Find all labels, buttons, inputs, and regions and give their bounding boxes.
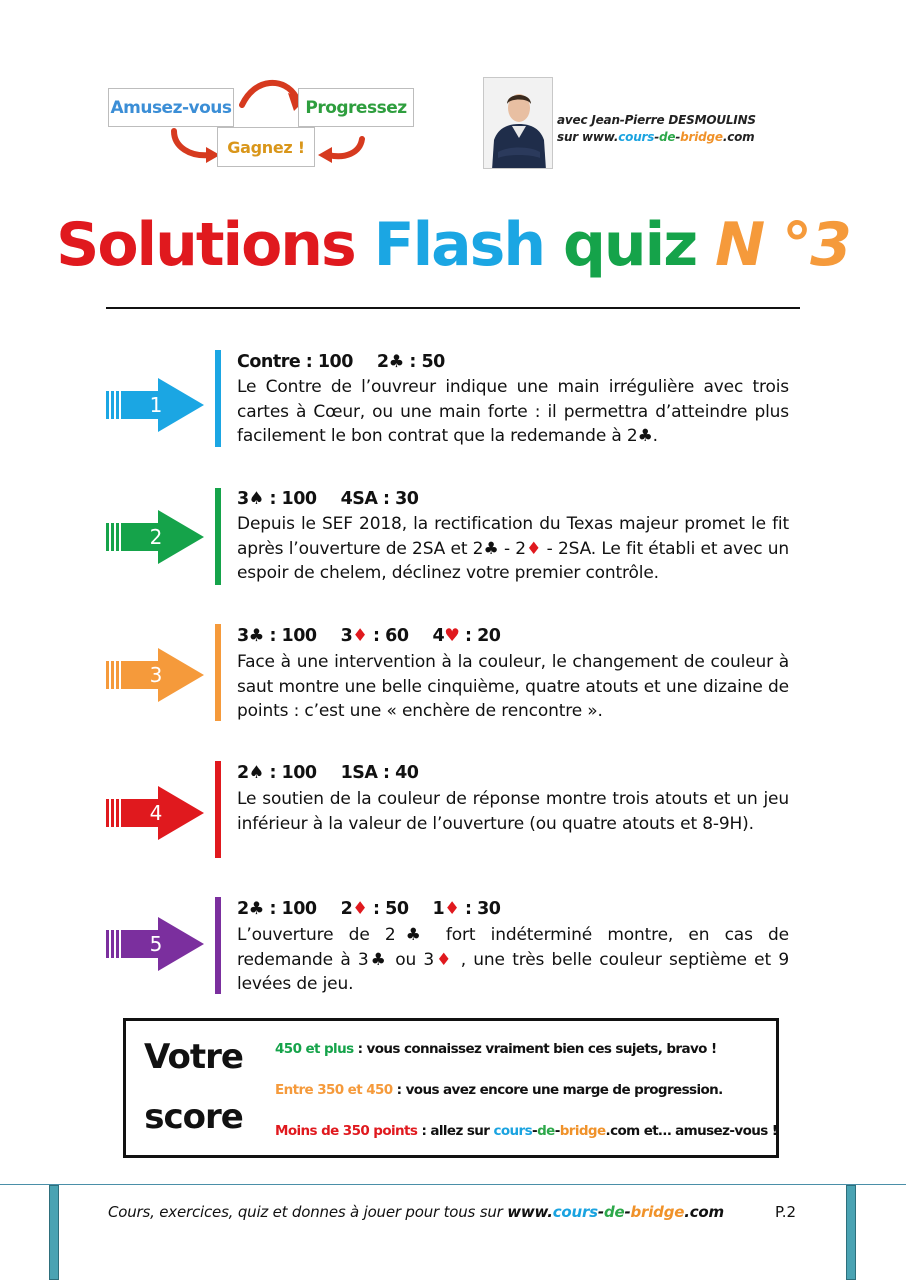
- score-title-votre: Votre: [144, 1037, 243, 1077]
- footer-site-prefix: www.: [507, 1203, 553, 1221]
- footer-description: Cours, exercices, quiz et donnes à jouer pour tous sur: [108, 1203, 508, 1221]
- logo-gagnez-text: Gagnez !: [227, 137, 305, 157]
- answer-bar: [215, 488, 221, 585]
- diamond-suit-icon: ♦: [444, 899, 460, 919]
- answer-point-1: 3♣ : 100: [237, 626, 317, 646]
- answer-point-3: [433, 899, 501, 919]
- footer-text: [108, 1203, 724, 1221]
- answer-explanation: [237, 650, 789, 724]
- score-label-high: 450 et plus: [275, 1041, 354, 1057]
- answer-text: , une très belle couleur septième et 9 levées de jeu.: [237, 949, 790, 994]
- author-site-suffix: .com: [722, 130, 755, 144]
- bid-points: : 60: [367, 626, 409, 646]
- answer-number: 1: [149, 393, 163, 417]
- author-site-bridge: bridge: [680, 130, 723, 144]
- diamond-suit-icon: ♦: [352, 899, 368, 919]
- score-text-low: : allez sur: [417, 1123, 494, 1139]
- author-portrait-icon: [484, 78, 553, 169]
- answer-point-1: 2♠ : 100: [237, 763, 317, 783]
- arrow-badge-3: [106, 648, 206, 702]
- footer-post-right: [846, 1185, 856, 1280]
- answer-explanation: [237, 787, 789, 836]
- footer-divider: [0, 1184, 906, 1185]
- answer-number: 4: [149, 801, 163, 825]
- logo-amusez: [108, 88, 234, 127]
- diamond-suit-icon: ♦: [525, 538, 542, 559]
- author-site-dash: -: [654, 130, 659, 144]
- score-text-end: .com et… amusez-vous !: [605, 1123, 778, 1139]
- score-line-low: [275, 1123, 777, 1139]
- answer-point-2: [341, 626, 409, 646]
- answer-explanation: [237, 923, 789, 997]
- answer-text: Le Contre de l’ouvreur indique une main irrégulière avec trois cartes à Cœur, ou une main forte : il permettra d’atteindre plus facilement le bon contrat que la redemande à 2♣.: [237, 377, 789, 446]
- score-title-score: score: [144, 1097, 243, 1137]
- score-site-de[interactable]: de: [537, 1123, 555, 1139]
- answer-bar: [215, 761, 221, 858]
- footer-site-suffix: .com: [684, 1203, 724, 1221]
- diamond-suit-icon: ♦: [434, 949, 454, 970]
- score-site-dash: -: [532, 1123, 538, 1139]
- logo-gagnez: [217, 127, 315, 167]
- bid-level: 2: [340, 899, 353, 919]
- author-site-cours: cours: [618, 130, 655, 144]
- score-label-low: Moins de 350 points: [275, 1123, 418, 1139]
- answer-text: Face à une intervention à la couleur, le changement de couleur à saut montre une belle cinquième, quatre atouts et une dizaine de points : c’est une « enchère de rencontre ».: [237, 652, 789, 721]
- score-box: [123, 1018, 779, 1158]
- author-site[interactable]: [557, 130, 754, 144]
- answer-points: [237, 763, 418, 783]
- bid-level: 3: [340, 626, 353, 646]
- title-solutions: Solutions: [56, 210, 355, 280]
- author-site-dash: -: [675, 130, 681, 144]
- answer-point-1: 2♣ : 100: [237, 899, 317, 919]
- footer-post-left: [49, 1185, 59, 1280]
- score-text-mid: : vous avez encore une marge de progression.: [392, 1082, 723, 1098]
- author-name: [557, 113, 756, 127]
- answer-point-1: 3♠ : 100: [237, 489, 317, 509]
- answer-number: 2: [149, 525, 163, 549]
- answer-bar: [215, 897, 221, 994]
- author-photo: [483, 77, 553, 169]
- answer-points: [237, 626, 500, 646]
- answer-number: 5: [149, 932, 163, 956]
- answer-number: 3: [149, 663, 163, 687]
- footer-site-cours: cours: [552, 1203, 598, 1221]
- page-title: [0, 210, 906, 280]
- bid-points: : 20: [459, 626, 501, 646]
- answer-point-3: [433, 626, 501, 646]
- answer-points: [237, 489, 418, 509]
- title-flash: Flash: [373, 210, 545, 280]
- answer-text: Depuis le SEF 2018, la rectification du Texas majeur promet le fit après l’ouverture de 2SA et 2♣ - 2: [237, 514, 789, 559]
- footer-site-link[interactable]: [507, 1203, 724, 1221]
- answer-text: - 2SA. Le fit établi et avec un espoir de chelem, déclinez votre premier contrôle.: [237, 538, 789, 583]
- bid-level: 4: [432, 626, 445, 646]
- answer-point-1: Contre : 100: [237, 352, 353, 372]
- title-number: N °3: [715, 210, 850, 280]
- score-text-high: : vous connaissez vraiment bien ces sujets, bravo !: [353, 1041, 717, 1057]
- answer-bar: [215, 624, 221, 721]
- answer-point-2: [341, 899, 409, 919]
- author-name-text: avec Jean-Pierre DESMOULINS: [557, 113, 756, 127]
- bid-points: : 50: [367, 899, 409, 919]
- score-site-cours[interactable]: cours: [493, 1123, 533, 1139]
- arrow-badge-1: [106, 378, 206, 432]
- footer-site-de: de: [603, 1203, 625, 1221]
- answer-bar: [215, 350, 221, 447]
- score-line-mid: [275, 1082, 723, 1098]
- score-label-mid: Entre 350 et 450: [275, 1082, 393, 1098]
- answer-text: Le soutien de la couleur de réponse montre trois atouts et un jeu inférieur à la valeur de l’ouverture (ou quatre atouts et 8-9H).: [237, 789, 789, 834]
- title-divider: [106, 307, 800, 309]
- answer-explanation: [237, 375, 789, 449]
- arrow-badge-2: [106, 510, 206, 564]
- answer-points: [237, 899, 500, 919]
- page-number: P.2: [775, 1203, 797, 1221]
- bid-points: : 30: [459, 899, 501, 919]
- footer-site-bridge: bridge: [630, 1203, 685, 1221]
- author-site-de: de: [658, 130, 676, 144]
- answer-point-2: 2♣ : 50: [376, 352, 445, 372]
- arrow-badge-5: [106, 917, 206, 971]
- heart-suit-icon: ♥: [444, 626, 460, 646]
- bid-level: 1: [432, 899, 445, 919]
- logo-progressez-text: Progressez: [305, 97, 407, 118]
- diamond-suit-icon: ♦: [352, 626, 368, 646]
- answer-explanation: [237, 512, 789, 586]
- author-site-prefix: sur www.: [557, 130, 619, 144]
- logo-progressez: [298, 88, 414, 127]
- logo-amusez-text: Amusez-vous: [110, 97, 232, 118]
- answer-text: L’ouverture de 2♣ fort indéterminé montre, en cas de redemande à 3♣ ou 3: [237, 925, 789, 970]
- footer-site-dash: -: [597, 1203, 604, 1221]
- score-line-high: [275, 1041, 717, 1057]
- title-quiz: quiz: [562, 210, 697, 280]
- score-site-bridge[interactable]: bridge: [559, 1123, 606, 1139]
- score-site-dash: -: [554, 1123, 560, 1139]
- answer-point-2: 1SA : 40: [340, 763, 419, 783]
- footer-site-dash: -: [624, 1203, 631, 1221]
- answer-points: [237, 352, 445, 372]
- answer-point-2: 4SA : 30: [340, 489, 419, 509]
- arrow-badge-4: [106, 786, 206, 840]
